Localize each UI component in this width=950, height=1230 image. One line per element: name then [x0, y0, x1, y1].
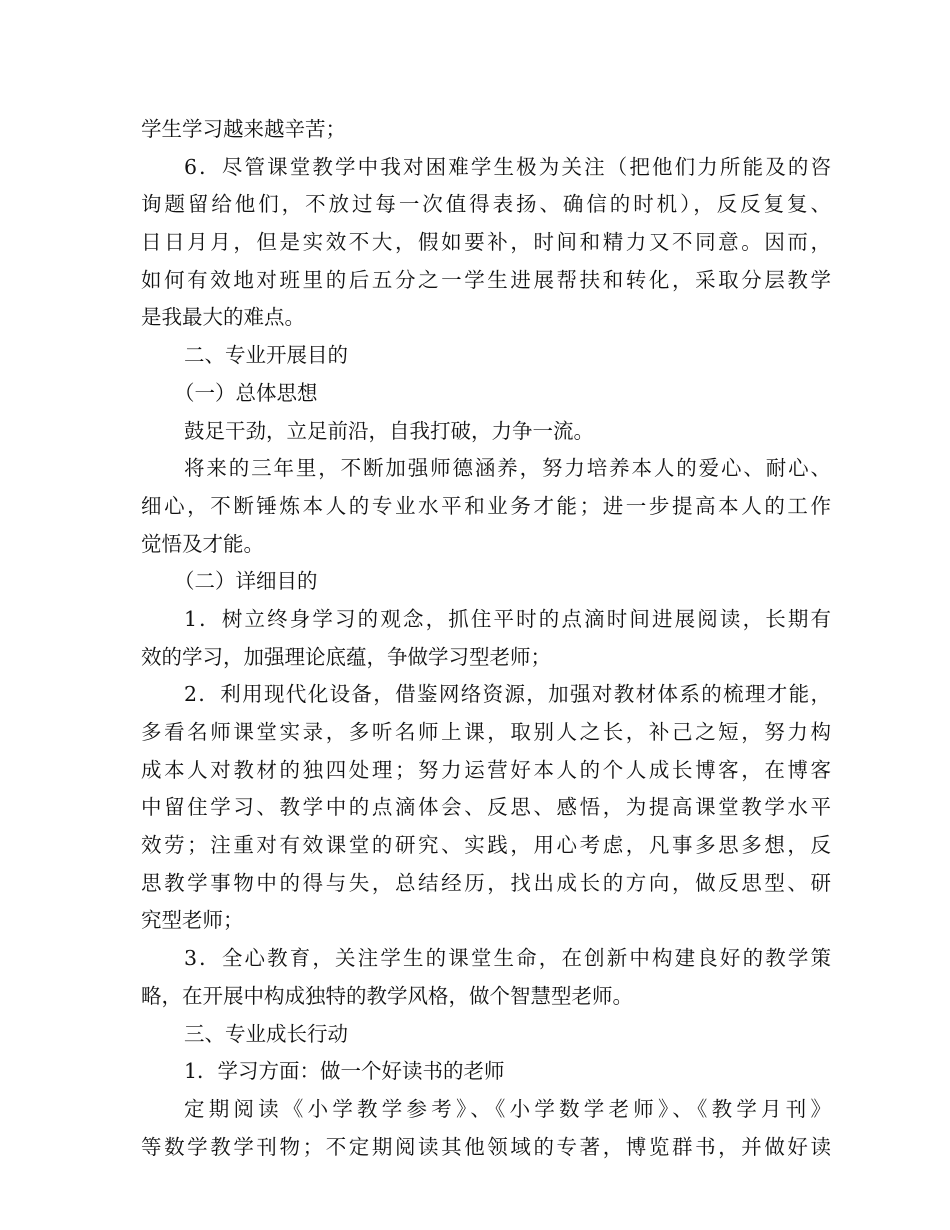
text-line: 多看名师课堂实录，多听名师上课，取别人之长，补己之短，努力构: [141, 720, 831, 744]
text-line: 将来的三年里，不断加强师德涵养，努力培养本人的爱心、耐心、: [184, 456, 831, 481]
section-heading: 二、专业开展目的: [184, 343, 348, 368]
text-line: 效的学习，加强理论底蕴，争做学习型老师；: [141, 644, 551, 669]
text-line: 效劳；注重对有效课堂的研究、实践，用心考虑，凡事多思多想，反: [141, 833, 831, 858]
text-line: 略，在开展中构成独特的教学风格，做个智慧型老师。: [141, 983, 633, 1008]
text-line: 等数学教学刊物；不定期阅读其他领域的专著，博览群书，并做好读: [141, 1134, 831, 1159]
text-line: 如何有效地对班里的后五分之一学生进展帮扶和转化，采取分层教学: [141, 267, 831, 292]
text-line: 是我最大的难点。: [141, 305, 305, 330]
text-line: 询题留给他们，不放过每一次值得表扬、确信的时机），反反复复、: [141, 192, 831, 217]
text-line: 成本人对教材的独四处理；努力运营好本人的个人成长博客，在博客: [141, 757, 831, 782]
document-body: [141, 111, 831, 1166]
text-line: 学生学习越来越辛苦；: [141, 117, 346, 141]
text-line: 1．树立终身学习的观念，抓住平时的点滴时间进展阅读，长期有: [184, 606, 831, 631]
text-line: 中留住学习、教学中的点滴体会、反思、感悟，为提高课堂教学水平: [141, 795, 831, 820]
text-line: 2．利用现代化设备，借鉴网络资源，加强对教材体系的梳理才能，: [184, 682, 831, 707]
subsection-heading: （二）详细目的: [174, 569, 318, 594]
text-line: 3．全心教育，关注学生的课堂生命，在创新中构建良好的教学策: [184, 946, 831, 971]
text-line: 6．尽管课堂教学中我对困难学生极为关注（把他们力所能及的咨: [184, 154, 831, 179]
subsection-heading: 1．学习方面：做一个好读书的老师: [184, 1059, 505, 1084]
text-line: 思教学事物中的得与失，总结经历，找出成长的方向，做反思型、研: [141, 870, 831, 895]
section-heading: 三、专业成长行动: [184, 1021, 348, 1046]
text-line: 日日月月，但是实效不大，假如要补，时间和精力又不同意。因而，: [141, 230, 831, 255]
text-line: 细心，不断锤炼本人的专业水平和业务才能；进一步提高本人的工作: [141, 493, 831, 518]
subsection-heading: （一）总体思想: [174, 380, 318, 405]
text-line: 定期阅读《小学教学参考》、《小学数学老师》、《教学月刊》: [184, 1096, 831, 1121]
text-line: 究型老师；: [141, 908, 244, 933]
text-line: 鼓足干劲，立足前沿，自我打破，力争一流。: [184, 418, 594, 443]
text-line: 觉悟及才能。: [141, 531, 264, 556]
